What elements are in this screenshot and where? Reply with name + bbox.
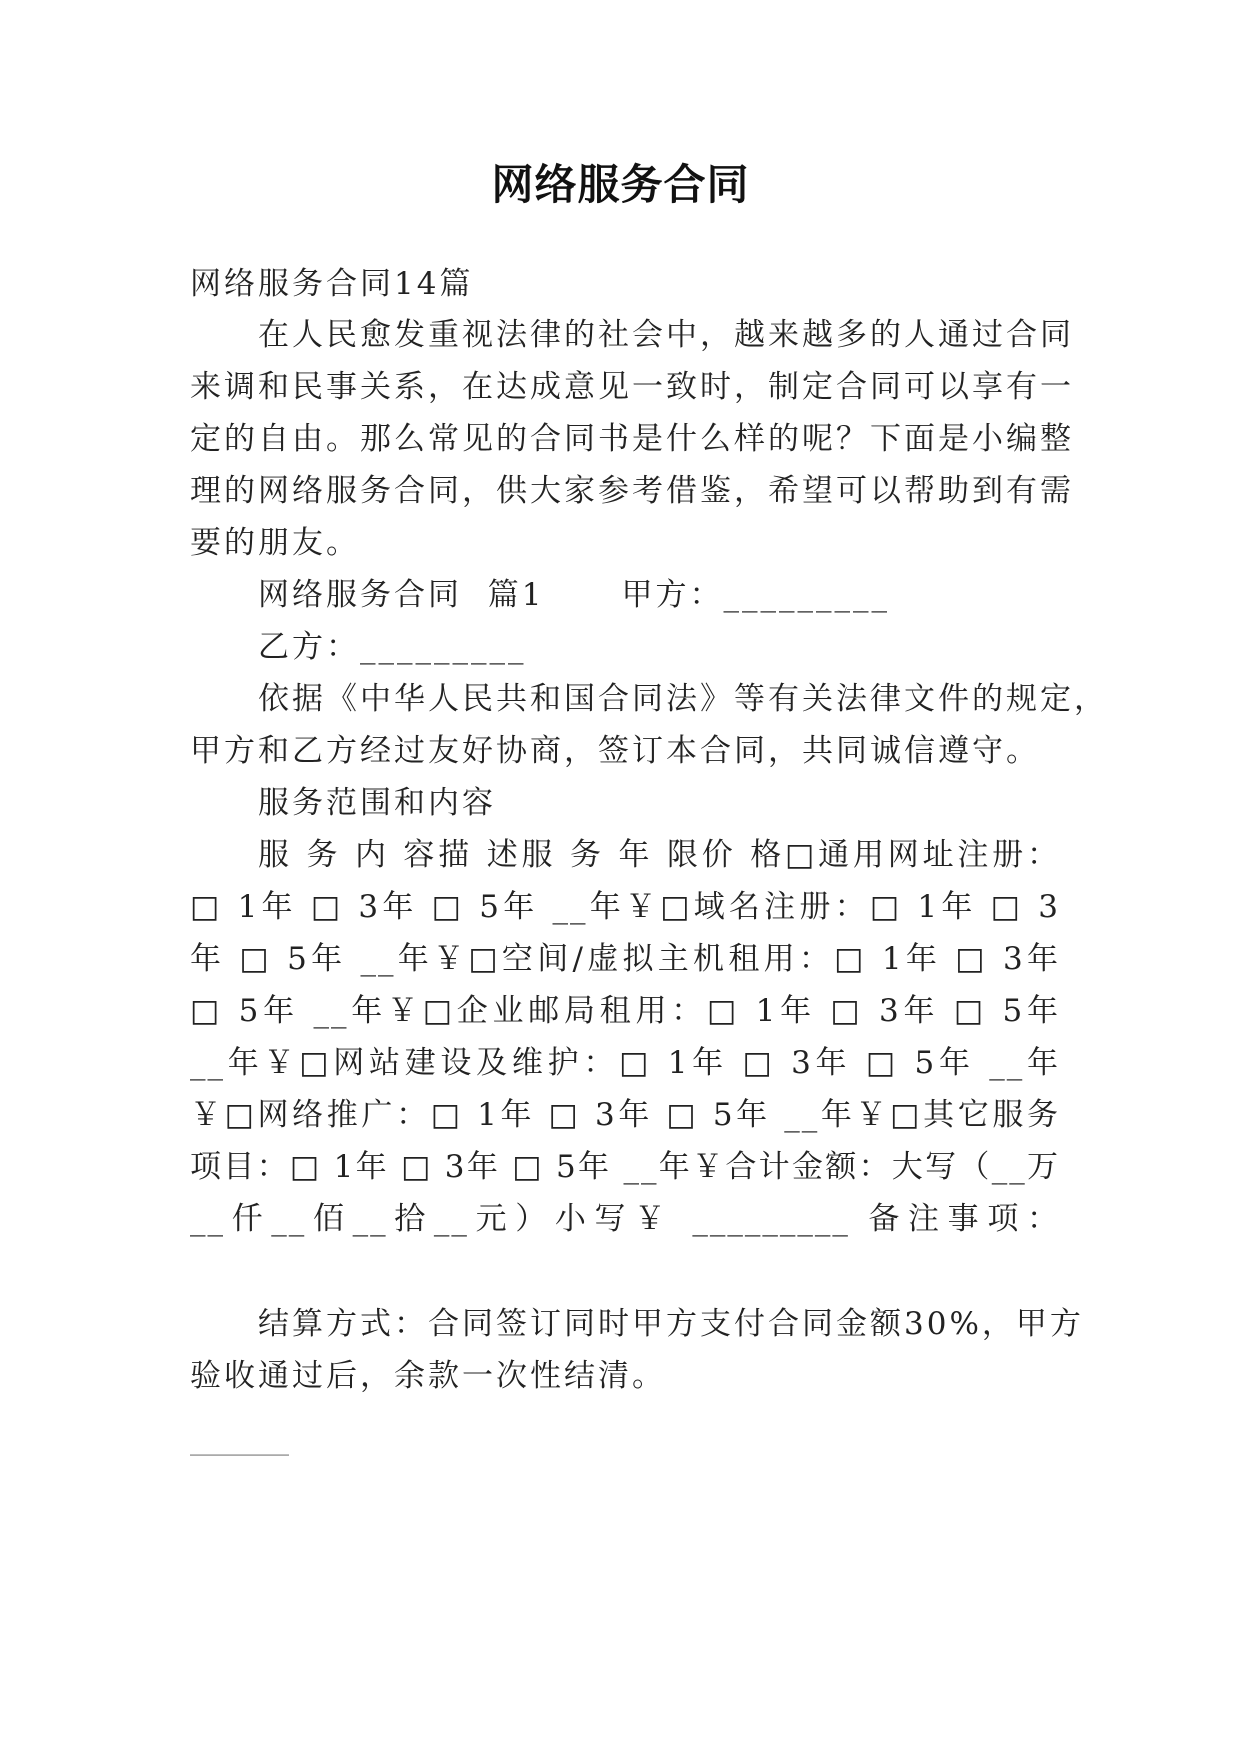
service-line-4: □ 5年 __年￥□企业邮局租用：□ 1年 □ 3年 □ 5年 [190, 993, 1060, 1029]
intro-line-4: 理的网络服务合同，供大家参考借鉴，希望可以帮助到有需 [190, 473, 1074, 509]
service-line-5: __年￥□网站建设及维护：□ 1年 □ 3年 □ 5年 __年 [190, 1045, 1060, 1081]
document-title: 网络服务合同 [491, 160, 750, 209]
service-line-8: __仟__佰__拾__元）小写￥ _________ 备注事项： [190, 1201, 1060, 1237]
service-line-3: 年 □ 5年 __年￥□空间/虚拟主机租用：□ 1年 □ 3年 [190, 941, 1060, 977]
service-line-1: 服 务 内 容描 述服 务 年 限价 格□通用网址注册： [258, 837, 1060, 873]
basis-line-2: 甲方和乙方经过友好协商，签订本合同，共同诚信遵守。 [190, 733, 1040, 769]
service-line-2: □ 1年 □ 3年 □ 5年 __年￥□域名注册：□ 1年 □ 3 [190, 889, 1060, 925]
intro-line-5: 要的朋友。 [190, 525, 360, 561]
section-heading-party-a: 网络服务合同 篇1 甲方：_________ [258, 577, 891, 613]
intro-line-2: 来调和民事关系，在达成意见一致时，制定合同可以享有一 [190, 369, 1074, 405]
intro-line-1: 在人民愈发重视法律的社会中，越来越多的人通过合同 [258, 317, 1074, 353]
payment-line-2: 验收通过后，余款一次性结清。 [190, 1358, 666, 1394]
scope-heading: 服务范围和内容 [258, 785, 496, 821]
service-line-7: 项目：□ 1年 □ 3年 □ 5年 __年￥合计金额：大写（__万 [190, 1149, 1060, 1185]
party-b-line: 乙方：_________ [258, 629, 527, 665]
remark-blank: _________ [190, 1431, 289, 1456]
document-subtitle: 网络服务合同14篇 [190, 266, 474, 302]
basis-line-1: 依据《中华人民共和国合同法》等有关法律文件的规定， [258, 681, 1108, 717]
intro-line-3: 定的自由。那么常见的合同书是什么样的呢？下面是小编整 [190, 421, 1074, 457]
payment-line-1: 结算方式：合同签订同时甲方支付合同金额30%，甲方 [258, 1306, 1084, 1342]
service-line-6: ￥□网络推广：□ 1年 □ 3年 □ 5年 __年￥□其它服务 [190, 1097, 1060, 1133]
